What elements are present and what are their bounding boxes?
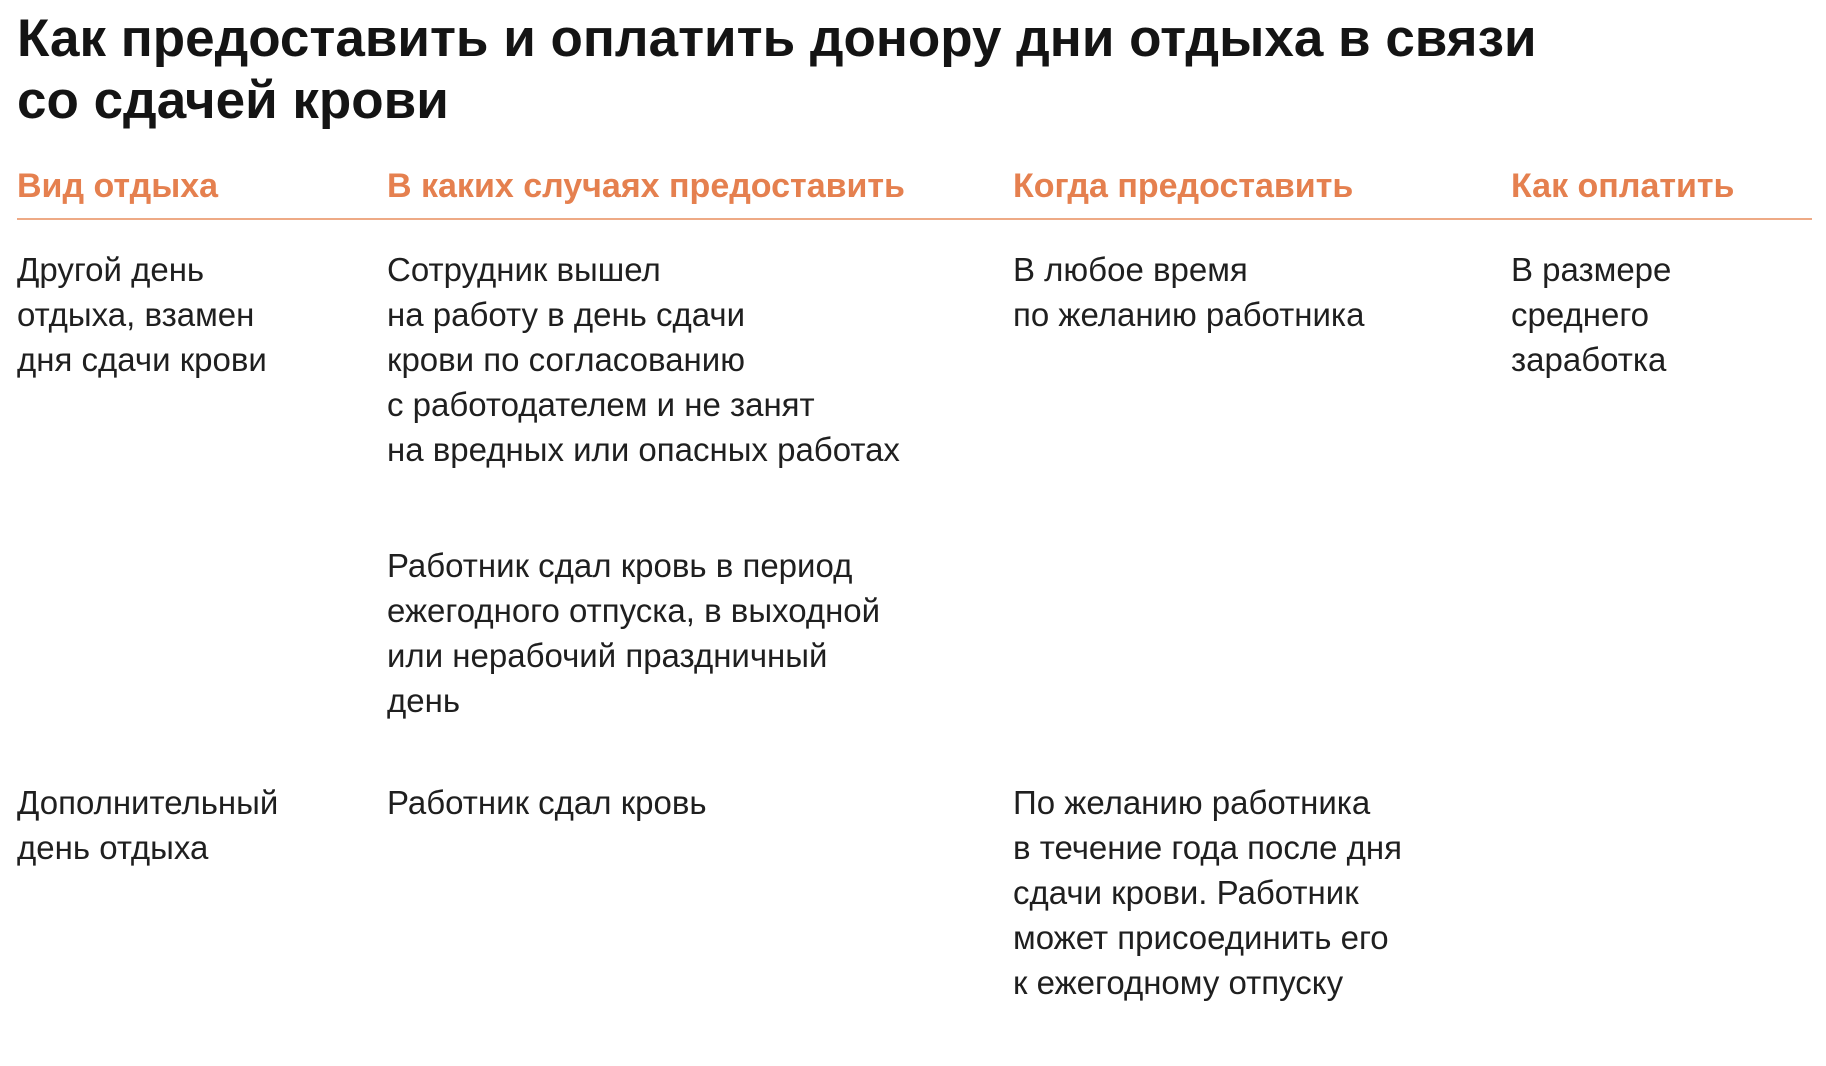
row2-rest-type: Дополнительный день отдыха (17, 784, 279, 866)
document-page (17, 0, 1812, 1066)
row1-when: В любое время по желанию работника (1013, 251, 1365, 333)
row1-payment: В размере среднего заработка (1511, 251, 1672, 378)
row2-when: По желанию работника в течение года после дня сдачи крови. Работник может присоединить его к ежегодному отпуску (1013, 784, 1402, 1001)
row2-case-1: Работник сдал кровь (387, 784, 707, 821)
column-header-cases: В каких случаях предоставить (387, 167, 905, 205)
column-header-rest-type: Вид отдыха (17, 167, 219, 205)
column-header-when: Когда предоставить (1013, 167, 1354, 205)
row1-rest-type: Другой день отдыха, взамен дня сдачи крови (17, 251, 267, 378)
page-title: Как предоставить и оплатить донору дни отдыха в связи со сдачей крови (17, 9, 1537, 130)
header-divider (17, 218, 1812, 220)
row1-case-1: Сотрудник вышел на работу в день сдачи крови по согласованию с работодателем и не занят на вредных или опасных работах (387, 251, 900, 468)
row1-case-2: Работник сдал кровь в период ежегодного отпуска, в выходной или нерабочий праздничный день (387, 547, 881, 719)
column-header-payment: Как оплатить (1511, 167, 1735, 205)
